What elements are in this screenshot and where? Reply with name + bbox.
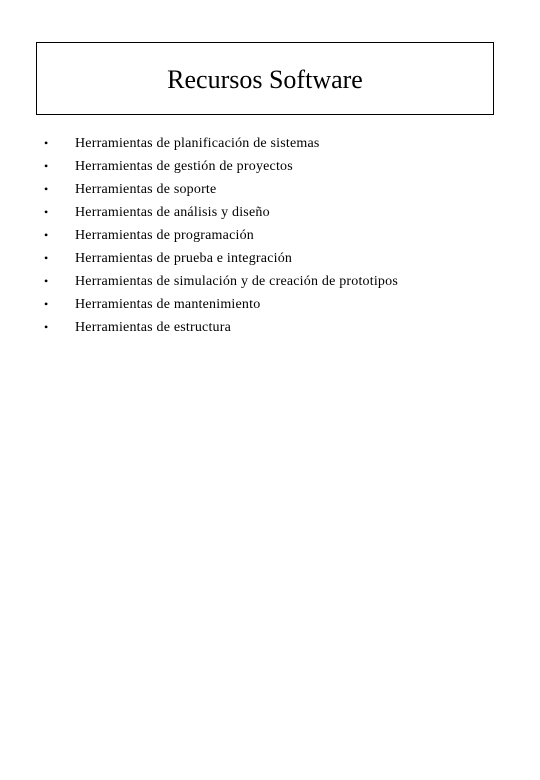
list-item-label: Herramientas de planificación de sistemas: [75, 136, 320, 151]
list-item: [44, 159, 398, 182]
bullet-icon: •: [44, 274, 49, 288]
bullet-icon: •: [44, 320, 49, 334]
list-item: [44, 297, 398, 320]
list-item: [44, 274, 398, 297]
title-box: [36, 42, 494, 115]
bullet-icon: •: [44, 136, 49, 150]
list-item-label: Herramientas de prueba e integración: [75, 251, 293, 266]
list-item: [44, 136, 398, 159]
tools-list: [44, 136, 398, 343]
bullet-icon: •: [44, 228, 49, 242]
bullet-icon: •: [44, 205, 49, 219]
list-item: [44, 251, 398, 274]
bullet-icon: •: [44, 159, 49, 173]
bullet-icon: •: [44, 251, 49, 265]
list-item-label: Herramientas de programación: [75, 228, 254, 243]
bullet-icon: •: [44, 182, 49, 196]
page-title: Recursos Software: [167, 64, 363, 94]
list-item: [44, 228, 398, 251]
bullet-icon: •: [44, 297, 49, 311]
list-item-label: Herramientas de gestión de proyectos: [75, 159, 293, 174]
list-item-label: Herramientas de estructura: [75, 320, 232, 335]
list-item-label: Herramientas de soporte: [75, 182, 217, 197]
list-item: [44, 205, 398, 228]
list-item-label: Herramientas de simulación y de creación de prototipos: [75, 274, 398, 289]
list-item-label: Herramientas de análisis y diseño: [75, 205, 270, 220]
list-item-label: Herramientas de mantenimiento: [75, 297, 261, 312]
list-item: [44, 320, 398, 343]
list-item: [44, 182, 398, 205]
